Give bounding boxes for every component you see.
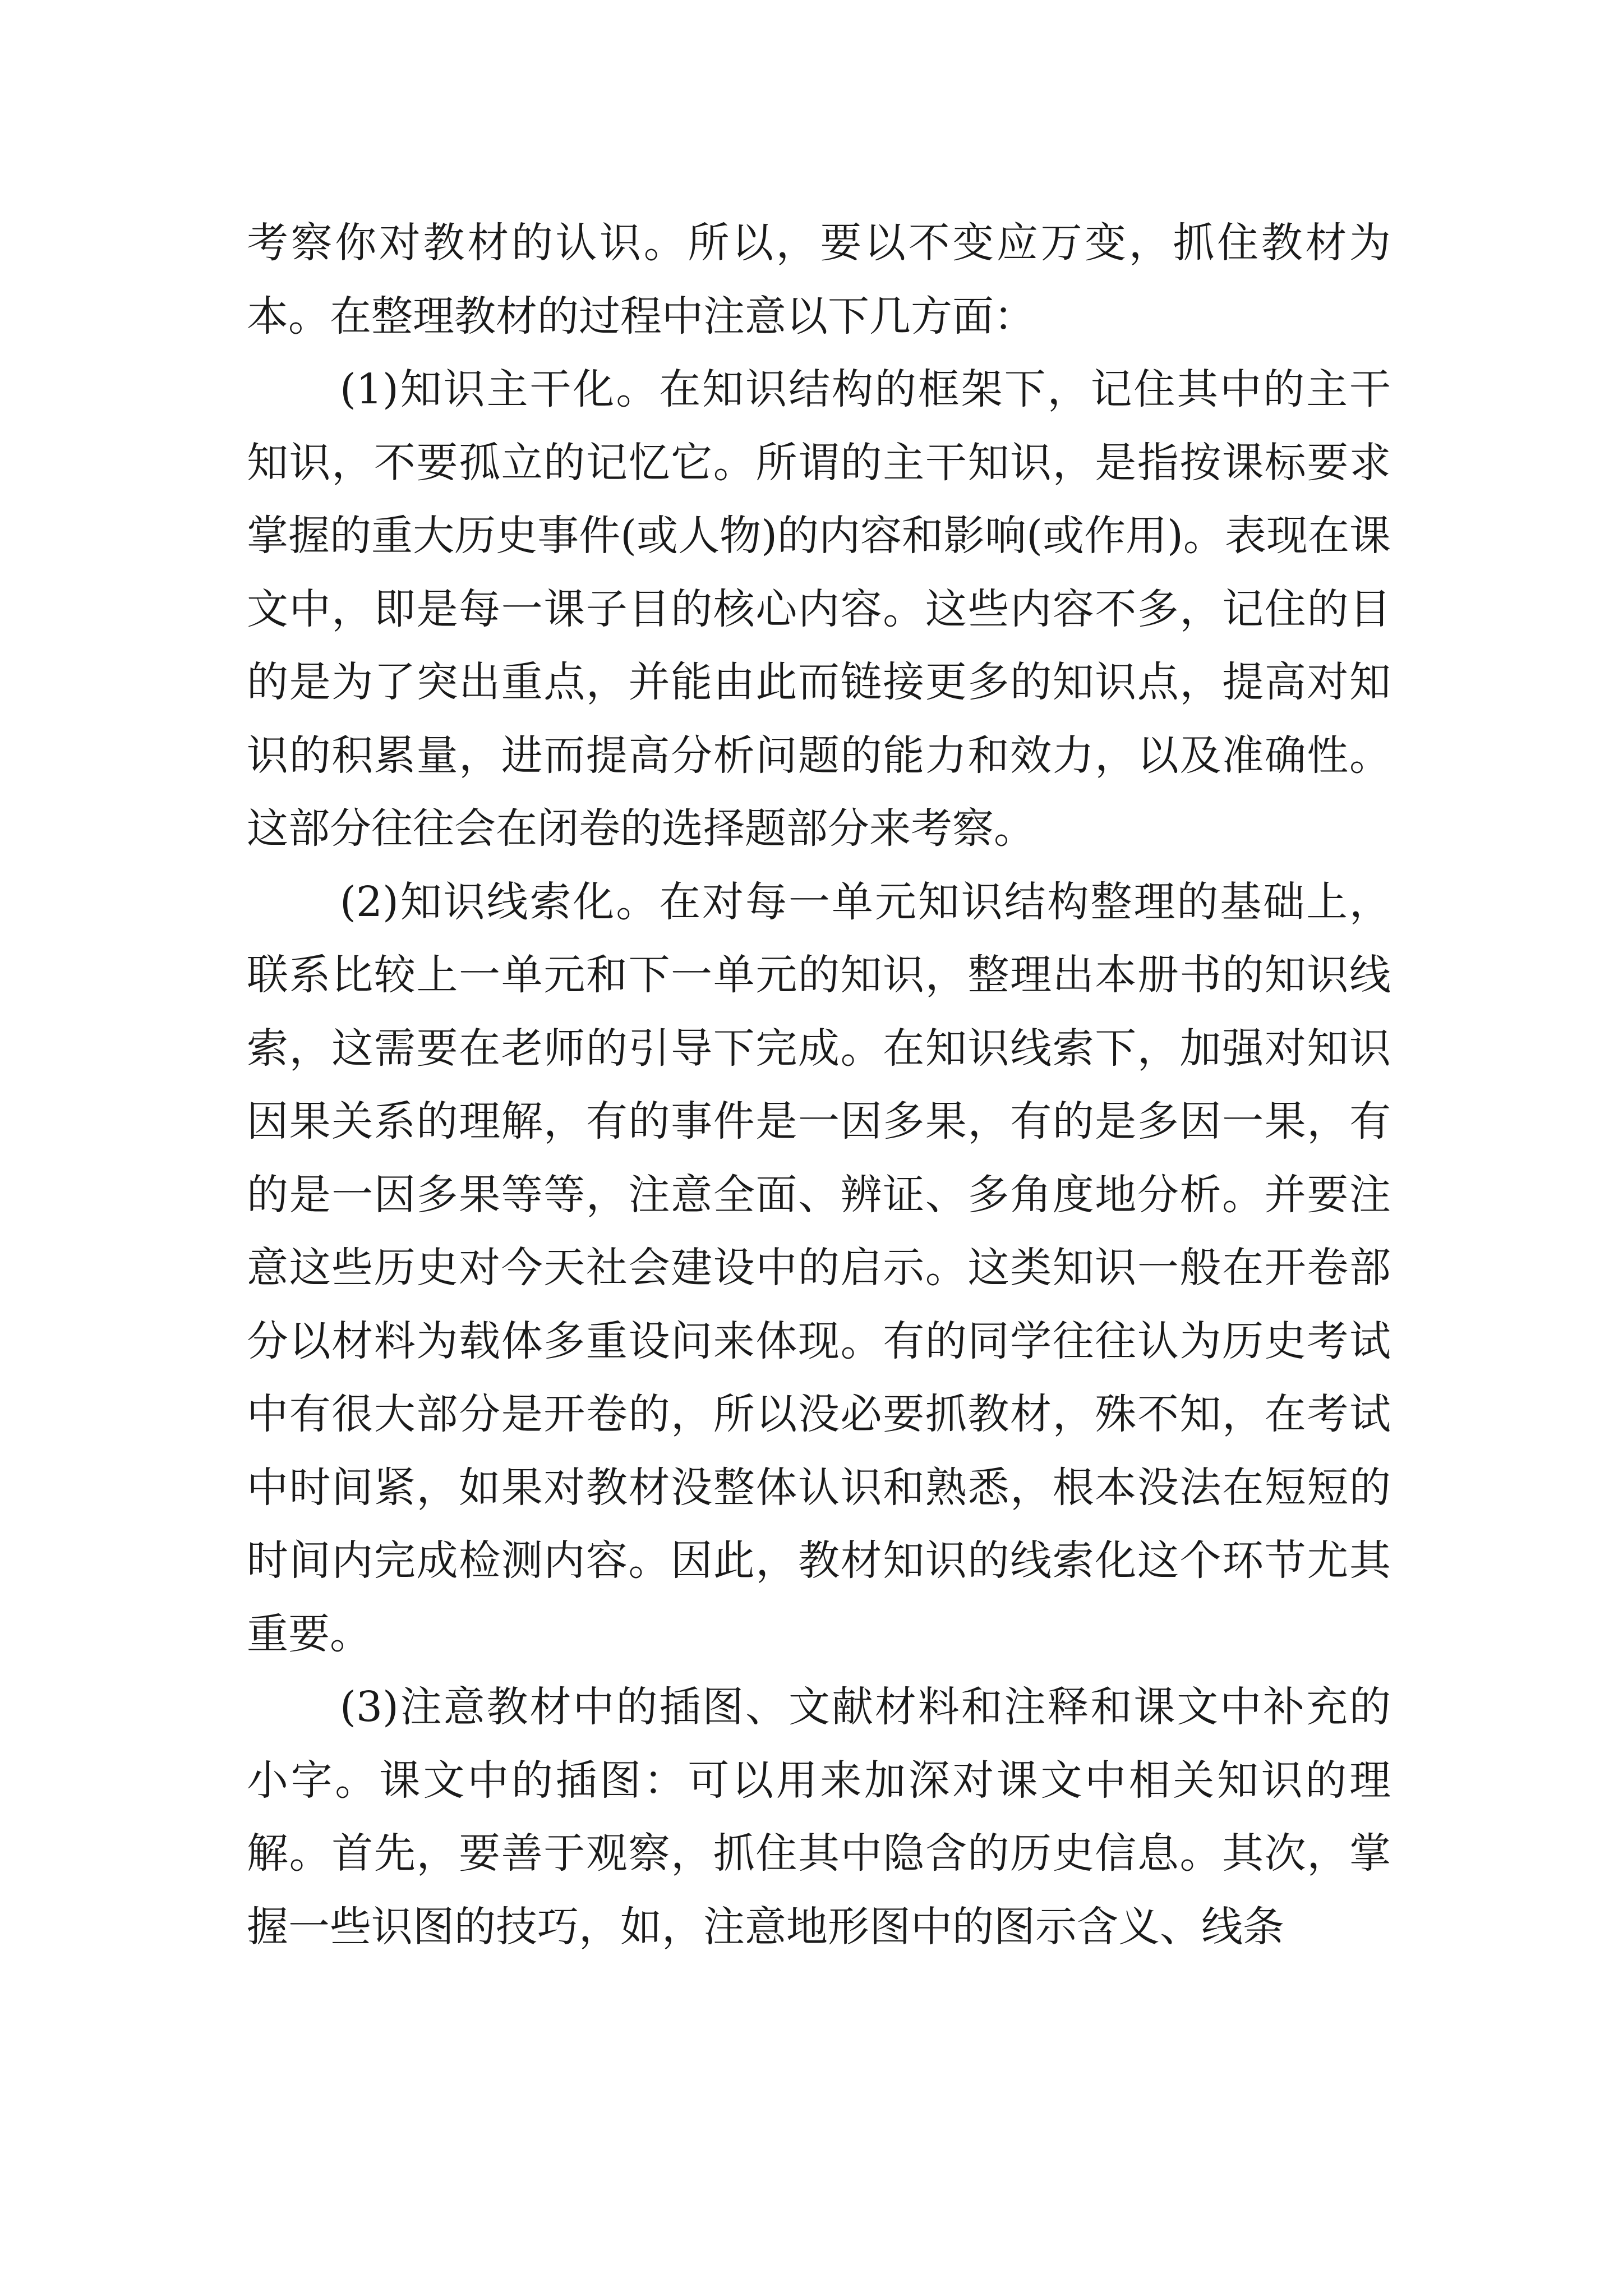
paragraph-intro: 考察你对教材的认识。所以，要以不变应万变，抓住教材为本。在整理教材的过程中注意以下几方面： (247, 219, 1391, 341)
body-text (247, 206, 1391, 1963)
paragraph-knowledge-clues: (2)知识线索化。在对每一单元知识结构整理的基础上，联系比较上一单元和下一单元的知识，整理出本册书的知识线索，这需要在老师的引导下完成。在知识线索下，加强对知识因果关系的理解，有的事件是一因多果，有的是多因一果，有的是一因多果等等，注意全面、辨证、多角度地分析。并要注意这些历史对今天社会建设中的启示。这类知识一般在开卷部分以材料为载体多重设问来体现。有的同学往往认为历史考试中有很大部分是开卷的，所以没必要抓教材，殊不知，在考试中时间紧，如果对教材没整体认识和熟悉，根本没法在短短的时间内完成检测内容。因此，教材知识的线索化这个环节尤其重要。 (247, 877, 1391, 1658)
paragraph-illustrations: (3)注意教材中的插图、文献材料和注释和课文中补充的小字。课文中的插图：可以用来加深对课文中相关知识的理解。首先，要善于观察，抓住其中隐含的历史信息。其次，掌握一些识图的技巧，如，注意地形图中的图示含义、线条 (247, 1683, 1391, 1951)
paragraph-knowledge-trunk: (1)知识主干化。在知识结构的框架下，记住其中的主干知识，不要孤立的记忆它。所谓的主干知识，是指按课标要求掌握的重大历史事件(或人物)的内容和影响(或作用)。表现在课文中，即是每一课子目的核心内容。这些内容不多，记住的目的是为了突出重点，并能由此而链接更多的知识点，提高对知识的积累量，进而提高分析问题的能力和效力，以及准确性。这部分往往会在闭卷的选择题部分来考察。 (247, 365, 1391, 853)
